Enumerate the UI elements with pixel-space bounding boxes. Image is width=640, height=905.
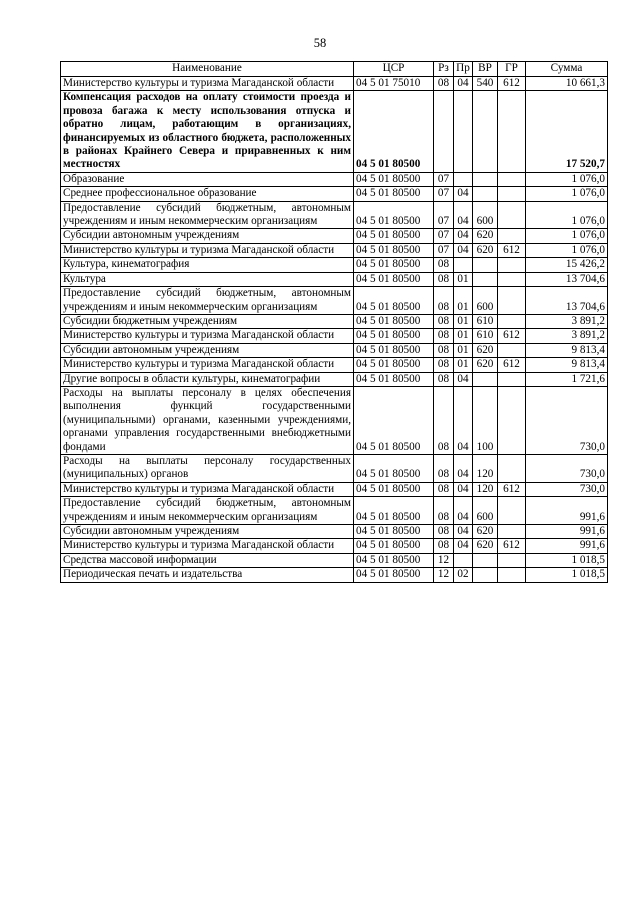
cell-rz bbox=[434, 91, 454, 172]
cell-gr bbox=[498, 258, 526, 272]
cell-name: Министерство культуры и туризма Магаданской области bbox=[61, 77, 354, 91]
cell-sum: 730,0 bbox=[526, 386, 608, 454]
cell-name: Расходы на выплаты персоналу государственных (муниципальных) органов bbox=[61, 454, 354, 482]
cell-name: Субсидии автономным учреждениям bbox=[61, 343, 354, 357]
cell-name: Предоставление субсидий бюджетным, автономным учреждениям и иным некоммерческим организациям bbox=[61, 497, 354, 525]
cell-rz: 08 bbox=[434, 258, 454, 272]
cell-vr: 610 bbox=[473, 314, 498, 328]
cell-vr bbox=[473, 172, 498, 186]
cell-rz: 12 bbox=[434, 568, 454, 582]
cell-sum: 17 520,7 bbox=[526, 91, 608, 172]
cell-sum: 1 076,0 bbox=[526, 229, 608, 243]
cell-name: Министерство культуры и туризма Магаданской области bbox=[61, 243, 354, 257]
table-row bbox=[61, 243, 608, 257]
cell-name: Средства массовой информации bbox=[61, 553, 354, 567]
cell-vr bbox=[473, 372, 498, 386]
cell-vr bbox=[473, 568, 498, 582]
cell-csr: 04 5 01 80500 bbox=[354, 568, 434, 582]
table-row bbox=[61, 258, 608, 272]
cell-vr: 540 bbox=[473, 77, 498, 91]
cell-rz: 08 bbox=[434, 77, 454, 91]
cell-pr: 04 bbox=[454, 229, 473, 243]
cell-vr: 610 bbox=[473, 329, 498, 343]
cell-rz: 08 bbox=[434, 372, 454, 386]
column-header-gr: ГР bbox=[498, 62, 526, 77]
cell-pr: 01 bbox=[454, 272, 473, 286]
cell-name: Культура, кинематография bbox=[61, 258, 354, 272]
cell-rz: 08 bbox=[434, 386, 454, 454]
table-row bbox=[61, 358, 608, 372]
cell-sum: 1 076,0 bbox=[526, 243, 608, 257]
cell-rz: 07 bbox=[434, 201, 454, 229]
cell-csr: 04 5 01 80500 bbox=[354, 91, 434, 172]
cell-gr: 612 bbox=[498, 329, 526, 343]
cell-sum: 1 076,0 bbox=[526, 172, 608, 186]
cell-rz: 07 bbox=[434, 229, 454, 243]
cell-csr: 04 5 01 80500 bbox=[354, 243, 434, 257]
table-row bbox=[61, 229, 608, 243]
cell-pr: 01 bbox=[454, 287, 473, 315]
cell-rz: 07 bbox=[434, 172, 454, 186]
cell-name: Министерство культуры и туризма Магаданской области bbox=[61, 358, 354, 372]
cell-pr: 04 bbox=[454, 454, 473, 482]
column-header-sum: Сумма bbox=[526, 62, 608, 77]
cell-pr: 04 bbox=[454, 201, 473, 229]
cell-vr: 120 bbox=[473, 482, 498, 496]
table-row bbox=[61, 172, 608, 186]
cell-pr: 04 bbox=[454, 77, 473, 91]
cell-csr: 04 5 01 80500 bbox=[354, 372, 434, 386]
cell-pr: 02 bbox=[454, 568, 473, 582]
cell-name: Министерство культуры и туризма Магаданской области bbox=[61, 329, 354, 343]
table-header-row bbox=[61, 62, 608, 77]
cell-name: Субсидии бюджетным учреждениям bbox=[61, 314, 354, 328]
table-row bbox=[61, 329, 608, 343]
cell-gr bbox=[498, 386, 526, 454]
cell-name: Министерство культуры и туризма Магаданской области bbox=[61, 539, 354, 553]
column-header-rz: Рз bbox=[434, 62, 454, 77]
cell-rz: 08 bbox=[434, 358, 454, 372]
table-row bbox=[61, 553, 608, 567]
cell-sum: 1 076,0 bbox=[526, 201, 608, 229]
cell-vr: 600 bbox=[473, 287, 498, 315]
cell-pr: 01 bbox=[454, 314, 473, 328]
cell-rz: 08 bbox=[434, 497, 454, 525]
cell-csr: 04 5 01 75010 bbox=[354, 77, 434, 91]
cell-name: Другие вопросы в области культуры, кинематографии bbox=[61, 372, 354, 386]
cell-gr bbox=[498, 497, 526, 525]
cell-rz: 08 bbox=[434, 329, 454, 343]
cell-gr bbox=[498, 454, 526, 482]
cell-gr bbox=[498, 201, 526, 229]
cell-csr: 04 5 01 80500 bbox=[354, 287, 434, 315]
cell-pr bbox=[454, 258, 473, 272]
cell-sum: 15 426,2 bbox=[526, 258, 608, 272]
cell-pr bbox=[454, 172, 473, 186]
column-header-csr: ЦСР bbox=[354, 62, 434, 77]
cell-csr: 04 5 01 80500 bbox=[354, 482, 434, 496]
cell-gr bbox=[498, 525, 526, 539]
cell-name: Культура bbox=[61, 272, 354, 286]
cell-csr: 04 5 01 80500 bbox=[354, 172, 434, 186]
cell-rz: 08 bbox=[434, 482, 454, 496]
cell-gr: 612 bbox=[498, 77, 526, 91]
table-row bbox=[61, 91, 608, 172]
cell-name: Субсидии автономным учреждениям bbox=[61, 229, 354, 243]
table-row bbox=[61, 454, 608, 482]
table-row bbox=[61, 497, 608, 525]
cell-sum: 13 704,6 bbox=[526, 287, 608, 315]
table-row bbox=[61, 525, 608, 539]
cell-name: Предоставление субсидий бюджетным, автономным учреждениям и иным некоммерческим организациям bbox=[61, 201, 354, 229]
cell-gr bbox=[498, 229, 526, 243]
cell-sum: 1 721,6 bbox=[526, 372, 608, 386]
cell-pr: 04 bbox=[454, 386, 473, 454]
cell-csr: 04 5 01 80500 bbox=[354, 358, 434, 372]
table-row bbox=[61, 386, 608, 454]
table-row bbox=[61, 343, 608, 357]
cell-pr bbox=[454, 91, 473, 172]
cell-gr: 612 bbox=[498, 482, 526, 496]
cell-vr bbox=[473, 91, 498, 172]
cell-sum: 3 891,2 bbox=[526, 329, 608, 343]
cell-pr: 04 bbox=[454, 372, 473, 386]
cell-vr: 620 bbox=[473, 343, 498, 357]
cell-sum: 10 661,3 bbox=[526, 77, 608, 91]
cell-vr: 120 bbox=[473, 454, 498, 482]
cell-sum: 13 704,6 bbox=[526, 272, 608, 286]
cell-csr: 04 5 01 80500 bbox=[354, 454, 434, 482]
cell-vr: 620 bbox=[473, 229, 498, 243]
cell-sum: 1 018,5 bbox=[526, 553, 608, 567]
cell-vr: 600 bbox=[473, 201, 498, 229]
cell-csr: 04 5 01 80500 bbox=[354, 553, 434, 567]
cell-gr: 612 bbox=[498, 243, 526, 257]
cell-rz: 08 bbox=[434, 539, 454, 553]
cell-csr: 04 5 01 80500 bbox=[354, 201, 434, 229]
table-row bbox=[61, 539, 608, 553]
cell-pr: 04 bbox=[454, 539, 473, 553]
cell-sum: 9 813,4 bbox=[526, 343, 608, 357]
cell-name: Компенсация расходов на оплату стоимости проезда и провоза багажа к месту использования отпуска и обратно лицам, работающим в организациях, финансируемых из областного бюджета, расположенных в районах Крайнего Севера и приравненных к ним местностях bbox=[61, 91, 354, 172]
cell-vr: 620 bbox=[473, 358, 498, 372]
cell-csr: 04 5 01 80500 bbox=[354, 329, 434, 343]
page-number: 58 bbox=[313, 36, 327, 50]
cell-csr: 04 5 01 80500 bbox=[354, 258, 434, 272]
cell-gr bbox=[498, 272, 526, 286]
cell-name: Среднее профессиональное образование bbox=[61, 187, 354, 201]
cell-sum: 991,6 bbox=[526, 539, 608, 553]
cell-gr bbox=[498, 343, 526, 357]
cell-csr: 04 5 01 80500 bbox=[354, 386, 434, 454]
table-row bbox=[61, 77, 608, 91]
cell-vr: 620 bbox=[473, 525, 498, 539]
cell-sum: 3 891,2 bbox=[526, 314, 608, 328]
cell-vr bbox=[473, 272, 498, 286]
cell-csr: 04 5 01 80500 bbox=[354, 539, 434, 553]
cell-pr: 01 bbox=[454, 343, 473, 357]
table-row bbox=[61, 372, 608, 386]
cell-gr bbox=[498, 172, 526, 186]
table-row bbox=[61, 568, 608, 582]
cell-vr: 100 bbox=[473, 386, 498, 454]
cell-rz: 07 bbox=[434, 243, 454, 257]
cell-pr: 04 bbox=[454, 482, 473, 496]
cell-gr bbox=[498, 372, 526, 386]
cell-rz: 08 bbox=[434, 343, 454, 357]
cell-rz: 08 bbox=[434, 287, 454, 315]
cell-rz: 07 bbox=[434, 187, 454, 201]
cell-sum: 9 813,4 bbox=[526, 358, 608, 372]
cell-csr: 04 5 01 80500 bbox=[354, 187, 434, 201]
cell-rz: 08 bbox=[434, 454, 454, 482]
cell-gr bbox=[498, 187, 526, 201]
table-row bbox=[61, 287, 608, 315]
column-header-pr: Пр bbox=[454, 62, 473, 77]
cell-pr: 04 bbox=[454, 243, 473, 257]
cell-vr bbox=[473, 258, 498, 272]
cell-csr: 04 5 01 80500 bbox=[354, 314, 434, 328]
cell-name: Предоставление субсидий бюджетным, автономным учреждениям и иным некоммерческим организациям bbox=[61, 287, 354, 315]
table-row bbox=[61, 187, 608, 201]
cell-sum: 991,6 bbox=[526, 525, 608, 539]
cell-rz: 12 bbox=[434, 553, 454, 567]
cell-vr bbox=[473, 187, 498, 201]
cell-sum: 1 018,5 bbox=[526, 568, 608, 582]
cell-name: Расходы на выплаты персоналу в целях обеспечения выполнения функций государственными (муниципальными) органами, казенными учреждениями, органами управления государственными внебюджетными фондами bbox=[61, 386, 354, 454]
cell-sum: 730,0 bbox=[526, 482, 608, 496]
cell-pr: 01 bbox=[454, 358, 473, 372]
cell-csr: 04 5 01 80500 bbox=[354, 343, 434, 357]
cell-name: Министерство культуры и туризма Магаданской области bbox=[61, 482, 354, 496]
table-row bbox=[61, 314, 608, 328]
cell-sum: 991,6 bbox=[526, 497, 608, 525]
cell-pr: 04 bbox=[454, 497, 473, 525]
cell-rz: 08 bbox=[434, 314, 454, 328]
cell-csr: 04 5 01 80500 bbox=[354, 229, 434, 243]
cell-sum: 730,0 bbox=[526, 454, 608, 482]
cell-vr bbox=[473, 553, 498, 567]
table-row bbox=[61, 201, 608, 229]
cell-pr: 04 bbox=[454, 525, 473, 539]
budget-table bbox=[60, 61, 608, 583]
cell-name: Образование bbox=[61, 172, 354, 186]
cell-csr: 04 5 01 80500 bbox=[354, 497, 434, 525]
cell-gr: 612 bbox=[498, 358, 526, 372]
cell-vr: 620 bbox=[473, 539, 498, 553]
cell-rz: 08 bbox=[434, 272, 454, 286]
cell-name: Периодическая печать и издательства bbox=[61, 568, 354, 582]
cell-gr: 612 bbox=[498, 539, 526, 553]
column-header-name: Наименование bbox=[61, 62, 354, 77]
cell-vr: 600 bbox=[473, 497, 498, 525]
cell-pr: 01 bbox=[454, 329, 473, 343]
table-row bbox=[61, 272, 608, 286]
cell-gr bbox=[498, 287, 526, 315]
cell-name: Субсидии автономным учреждениям bbox=[61, 525, 354, 539]
cell-vr: 620 bbox=[473, 243, 498, 257]
table-row bbox=[61, 482, 608, 496]
cell-pr: 04 bbox=[454, 187, 473, 201]
cell-gr bbox=[498, 568, 526, 582]
cell-pr bbox=[454, 553, 473, 567]
cell-rz: 08 bbox=[434, 525, 454, 539]
cell-gr bbox=[498, 553, 526, 567]
table-body bbox=[61, 77, 608, 583]
cell-sum: 1 076,0 bbox=[526, 187, 608, 201]
cell-csr: 04 5 01 80500 bbox=[354, 272, 434, 286]
column-header-vr: ВР bbox=[473, 62, 498, 77]
cell-gr bbox=[498, 314, 526, 328]
cell-csr: 04 5 01 80500 bbox=[354, 525, 434, 539]
cell-gr bbox=[498, 91, 526, 172]
